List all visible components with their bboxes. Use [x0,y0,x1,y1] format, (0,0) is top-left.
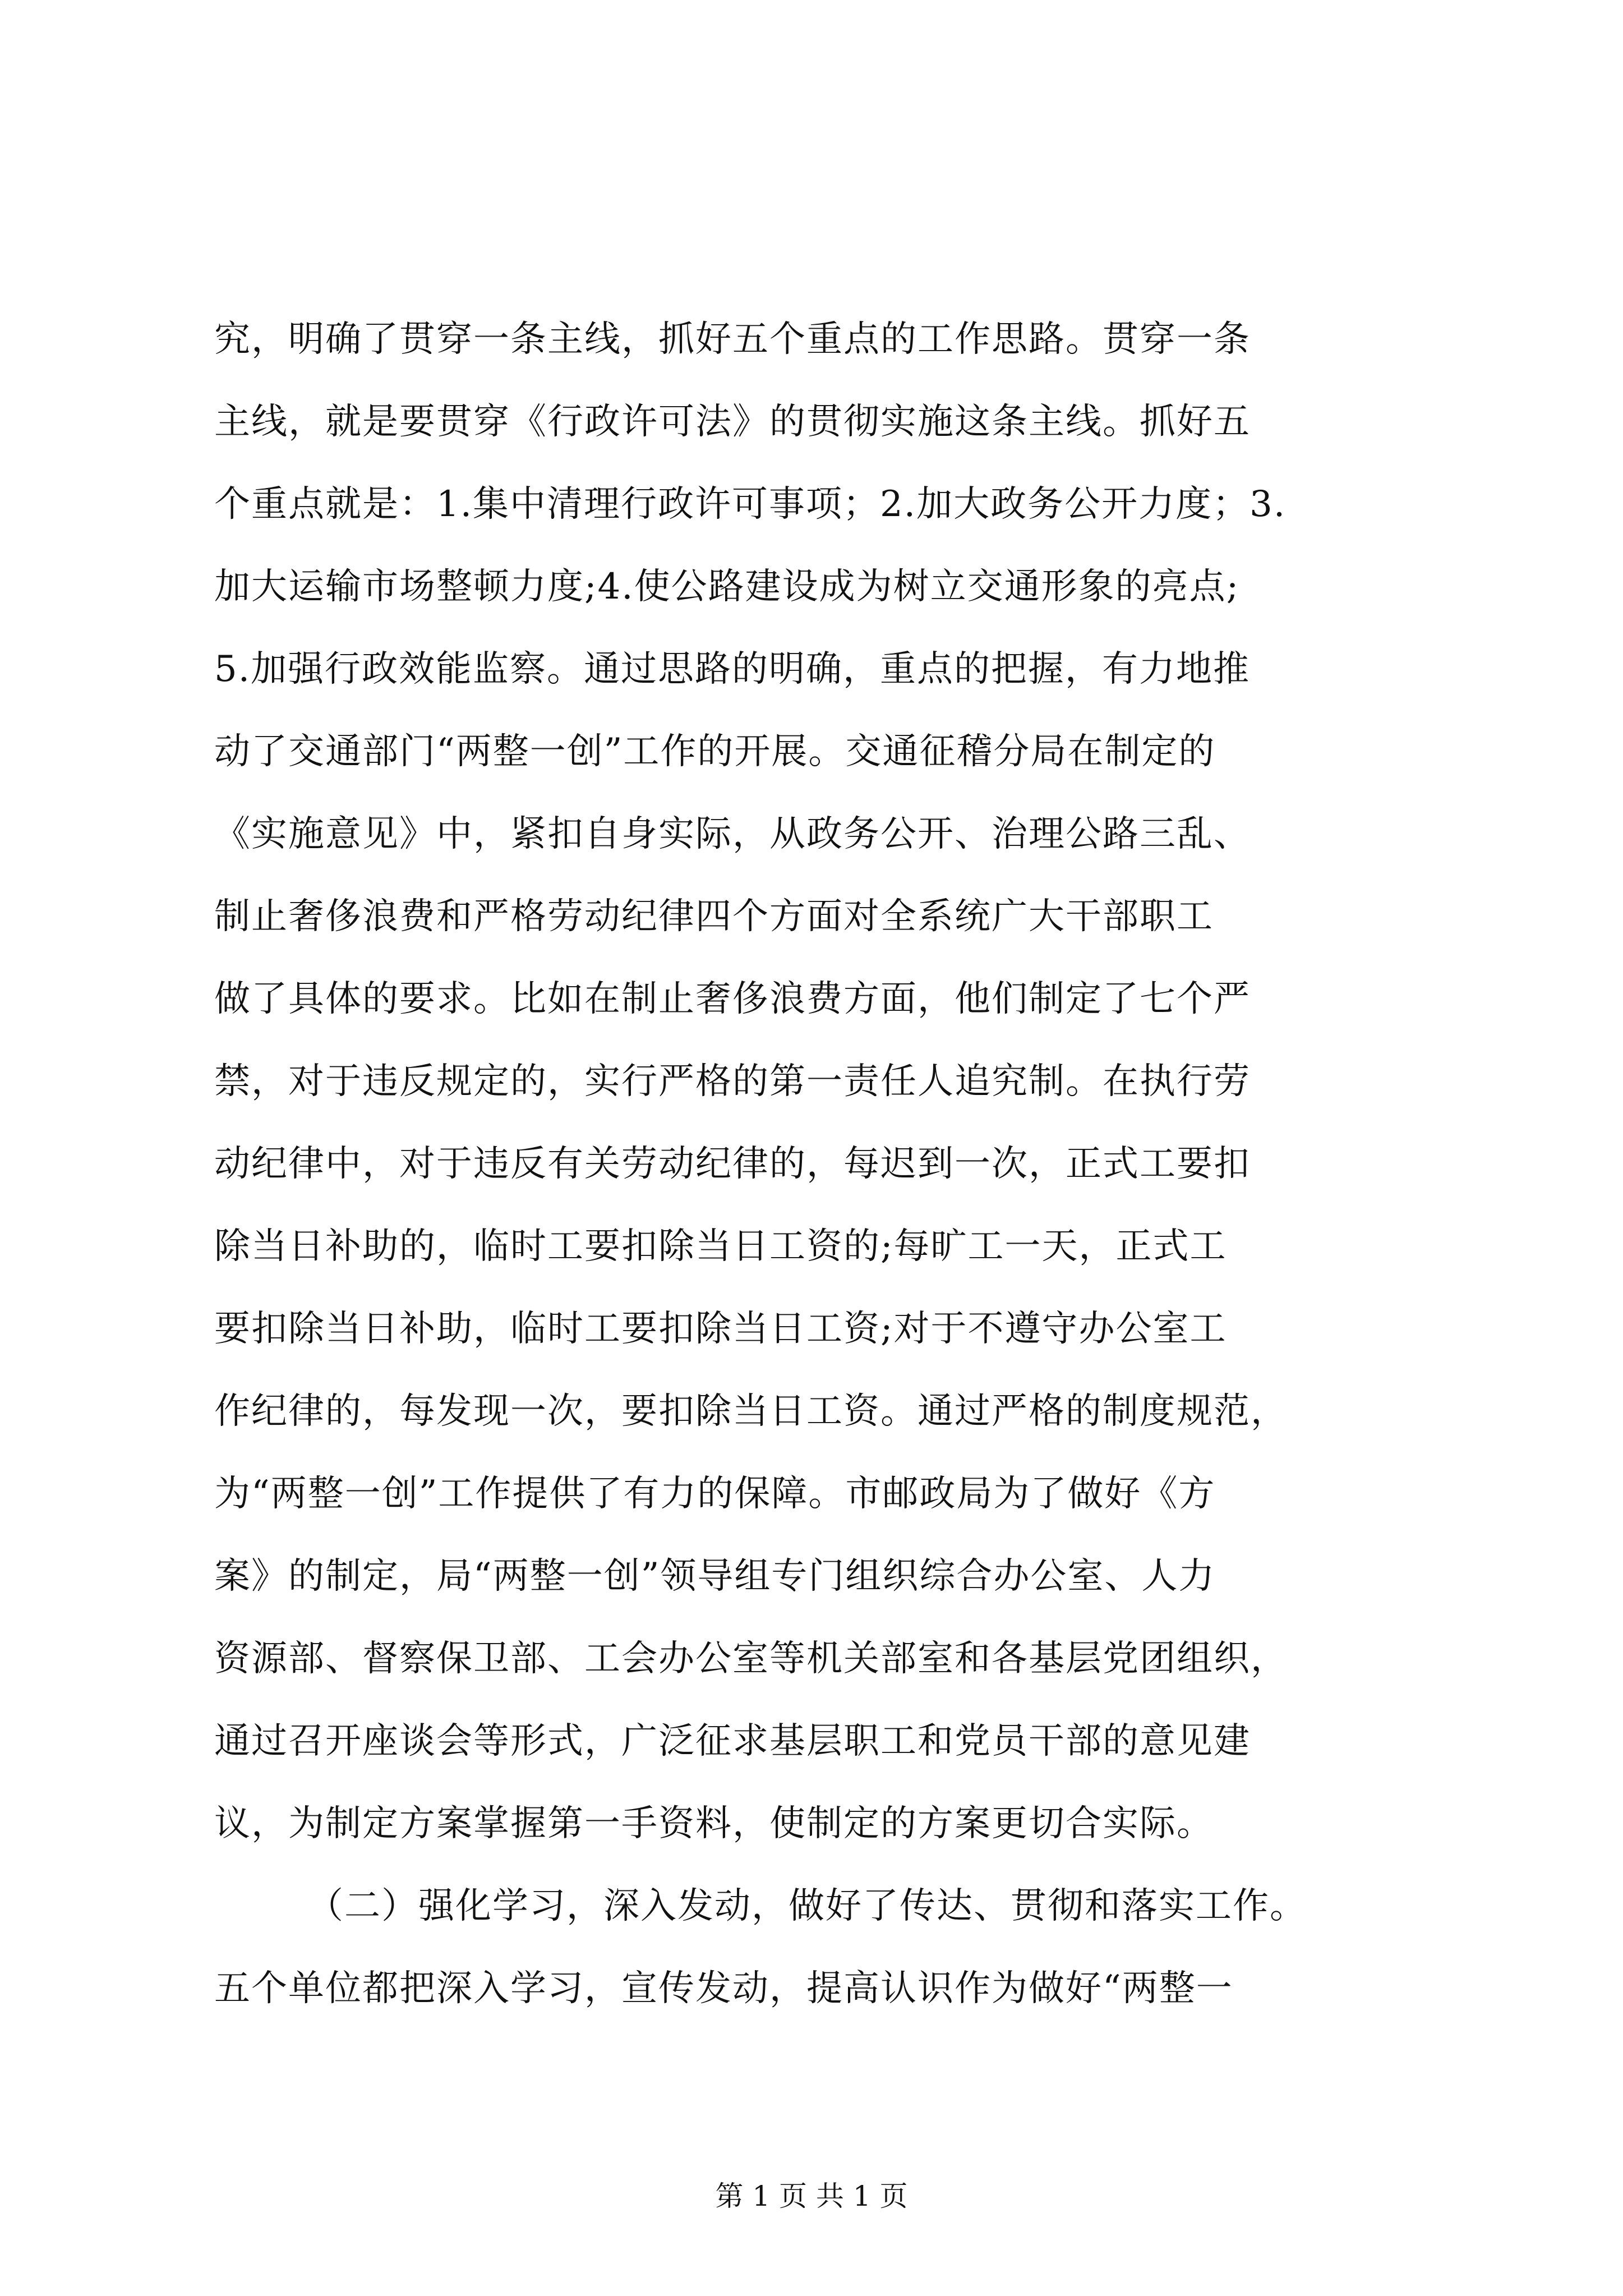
body-text-line: 禁，对于违反规定的，实行严格的第一责任人追究制。在执行劳 [214,1061,1251,1102]
body-text-line: 议，为制定方案掌握第一手资料，使制定的方案更切合实际。 [214,1803,1214,1844]
body-text-line: 要扣除当日补助，临时工要扣除当日工资;对于不遵守办公室工 [214,1308,1227,1350]
body-text-line: 主线，就是要贯穿《行政许可法》的贯彻实施这条主线。抓好五 [214,401,1251,443]
body-text-line: 究，明确了贯穿一条主线，抓好五个重点的工作思路。贯穿一条 [214,319,1251,360]
body-text-line: 通过召开座谈会等形式，广泛征求基层职工和党员干部的意见建 [214,1720,1251,1762]
body-text-line: 作纪律的，每发现一次，要扣除当日工资。通过严格的制度规范， [214,1391,1288,1432]
section-heading-line: （二）强化学习，深入发动，做好了传达、贯彻和落实工作。 [307,1885,1307,1927]
body-text-line: 个重点就是：1.集中清理行政许可事项；2.加大政务公开力度；3. [214,484,1287,525]
page-footer: 第 1 页 共 1 页 [715,2180,908,2212]
body-text-line: 除当日补助的，临时工要扣除当日工资的;每旷工一天，正式工 [214,1226,1227,1267]
body-text-line: 加大运输市场整顿力度;4.使公路建设成为树立交通形象的亮点; [214,566,1240,608]
body-text-line: 制止奢侈浪费和严格劳动纪律四个方面对全系统广大干部职工 [214,896,1214,937]
body-text-line: 5.加强行政效能监察。通过思路的明确，重点的把握，有力地推 [214,648,1251,690]
body-text-line: 资源部、督察保卫部、工会办公室等机关部室和各基层党团组织， [214,1638,1288,1680]
body-text-line: 五个单位都把深入学习，宣传发动，提高认识作为做好“两整一 [214,1968,1233,2009]
body-text-line: 做了具体的要求。比如在制止奢侈浪费方面，他们制定了七个严 [214,978,1251,1020]
body-text-line: 案》的制定，局“两整一创”领导组专门组织综合办公室、人力 [214,1556,1216,1597]
body-text-line: 为“两整一创”工作提供了有力的保障。市邮政局为了做好《方 [214,1473,1216,1515]
body-text-line: 动纪律中，对于违反有关劳动纪律的，每迟到一次，正式工要扣 [214,1143,1251,1185]
body-text-line: 动了交通部门“两整一创”工作的开展。交通征稽分局在制定的 [214,731,1216,772]
body-text-line: 《实施意见》中，紧扣自身实际，从政务公开、治理公路三乱、 [214,813,1251,855]
